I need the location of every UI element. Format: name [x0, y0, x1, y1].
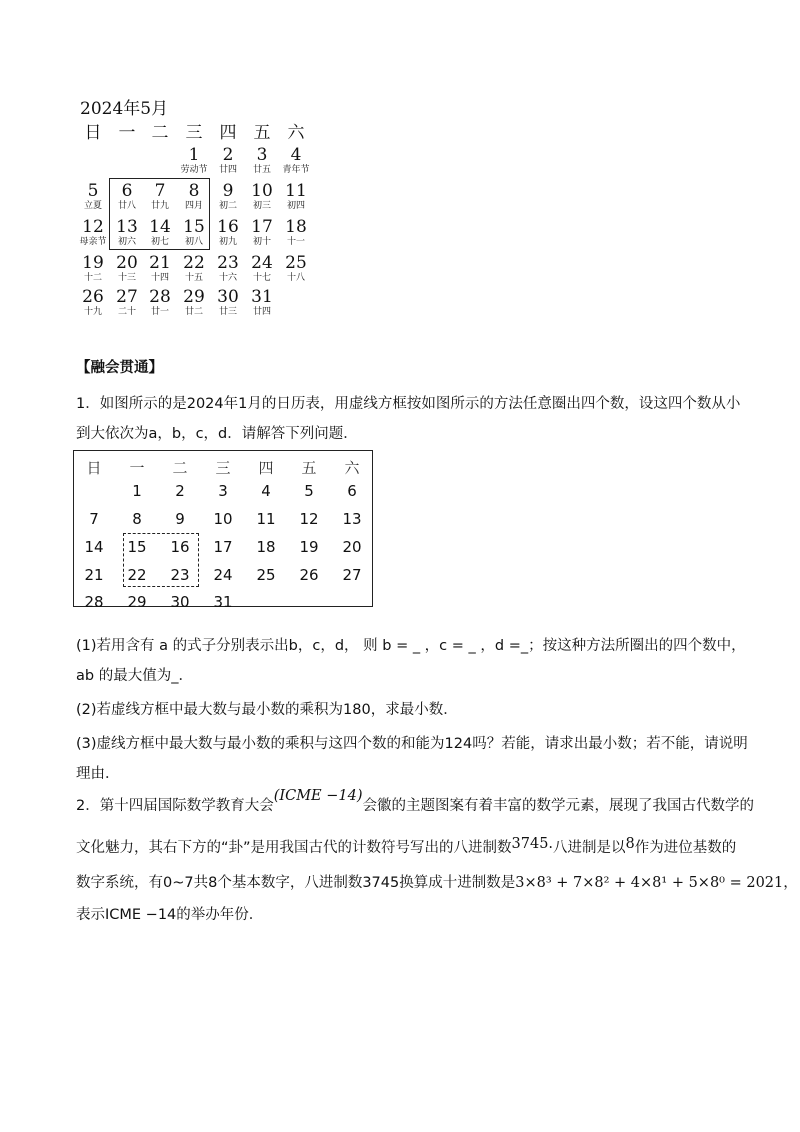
jan-calendar-day: 4: [261, 482, 271, 500]
q1-line1: 1．如图所示的是2024年1月的日历表，用虚线方框按如图所示的方法任意圈出四个数，设这四个数从小: [76, 396, 741, 412]
q1-line2: 到大依次为a，b，c，d．请解答下列问题．: [76, 426, 358, 442]
jan-calendar-day: 27: [342, 566, 362, 584]
may-weekday-header: 四: [219, 123, 237, 143]
may-day-number: 2: [222, 145, 234, 165]
may-day-lunar-label: 十六: [218, 273, 237, 283]
q2-line3-a: 数字系统，有0~7共8个基本数字，八进制数3745换算成十进制数是: [76, 875, 516, 891]
may-calendar-day: [177, 254, 211, 284]
may-day-number: 15: [183, 217, 205, 237]
jan-calendar-day: 2: [175, 482, 185, 500]
q2-line1: [76, 788, 755, 816]
may-calendar-day: [245, 146, 279, 176]
q2-line3: [76, 873, 798, 893]
jan-calendar-day: 3: [218, 482, 228, 500]
q2-line2-e: 作为进位基数的: [634, 840, 737, 856]
may-calendar-day: [245, 288, 279, 318]
may-day-number: 24: [251, 253, 273, 273]
q1-part2: (2)若虚线方框中最大数与最小数的乘积为180，求最小数．: [76, 702, 458, 718]
jan-weekday-header: 二: [172, 459, 188, 477]
may-calendar-day: [211, 218, 245, 248]
may-day-lunar-label: 十一: [286, 237, 305, 247]
may-day-lunar-label: 初九: [218, 237, 237, 247]
may-day-lunar-label: 廿九: [150, 201, 169, 211]
may-calendar-day: [211, 182, 245, 212]
may-day-lunar-label: 初六: [117, 237, 136, 247]
may-weekday-header: 日: [84, 123, 102, 143]
may-day-lunar-label: 初二: [218, 201, 237, 211]
may-day-number: 29: [183, 287, 205, 307]
may-day-number: 26: [82, 287, 104, 307]
q2-octal-number: 3745.: [511, 836, 554, 852]
january-calendar-table: [73, 450, 373, 611]
may-day-lunar-label: 廿八: [117, 201, 136, 211]
may-day-lunar-label: 十七: [252, 273, 271, 283]
may-day-lunar-label: 母亲节: [79, 237, 107, 247]
may-day-lunar-label: 十二: [83, 273, 102, 283]
jan-calendar-day: 21: [84, 566, 104, 584]
jan-calendar-day: 13: [342, 510, 362, 528]
may-calendar-day: [143, 254, 177, 284]
jan-weekday-header: 四: [258, 459, 274, 477]
jan-calendar-day: 6: [347, 482, 357, 500]
jan-calendar-day: 30: [170, 593, 190, 611]
may-day-number: 10: [251, 181, 273, 201]
jan-calendar-day: 18: [256, 538, 276, 556]
jan-calendar-day: 17: [213, 538, 233, 556]
may-calendar-day: [245, 254, 279, 284]
jan-calendar-day: 29: [127, 593, 147, 611]
q2-line2-a: 文化魅力，其右下方的“卦”是用我国古代的计数符号写出的八进制数: [76, 840, 512, 856]
jan-calendar-day: 5: [304, 482, 314, 500]
q2-line2: [76, 838, 736, 858]
may-calendar-day: [76, 218, 110, 248]
may-day-lunar-label: 廿二: [184, 307, 203, 317]
may-day-number: 12: [82, 217, 104, 237]
jan-calendar-day: 23: [170, 566, 190, 584]
jan-calendar-day: 15: [127, 538, 147, 556]
may-day-number: 16: [217, 217, 239, 237]
may-day-lunar-label: 十三: [117, 273, 136, 283]
may-day-lunar-label: 初四: [286, 201, 305, 211]
may-day-number: 17: [251, 217, 273, 237]
may-calendar-day: [279, 218, 313, 248]
may-day-lunar-label: 十四: [150, 273, 169, 283]
q1-part1-a: (1)若用含有 a 的式子分别表示出b，c，d， 则: [76, 638, 378, 654]
may-day-lunar-label: 廿三: [218, 307, 237, 317]
jan-calendar-day: 25: [256, 566, 276, 584]
may-calendar-image: [76, 92, 316, 322]
may-calendar-day: [279, 146, 313, 176]
jan-calendar-day: 11: [256, 510, 276, 528]
jan-calendar-day: 19: [299, 538, 319, 556]
may-day-lunar-label: 初七: [150, 237, 169, 247]
may-day-number: 30: [217, 287, 239, 307]
may-calendar-highlight-box: [109, 178, 210, 250]
may-day-number: 28: [149, 287, 171, 307]
q2-line1-a: 2．第十四届国际数学教育大会: [76, 798, 274, 814]
may-day-number: 22: [183, 253, 205, 273]
may-calendar-day: [76, 288, 110, 318]
may-day-number: 27: [116, 287, 138, 307]
jan-calendar-day: 9: [175, 510, 185, 528]
jan-calendar-day: 28: [84, 593, 104, 611]
may-day-number: 13: [116, 217, 138, 237]
may-calendar-day: [211, 146, 245, 176]
may-day-lunar-label: 二十: [117, 307, 136, 317]
may-day-lunar-label: 廿四: [218, 165, 237, 175]
may-calendar-day: [76, 182, 110, 212]
q2-line1-c: 会徽的主题图案有着丰富的数学元素，展现了我国古代数学的: [362, 798, 755, 814]
may-calendar-day: [211, 288, 245, 318]
may-weekday-header: 五: [253, 123, 271, 143]
q1-part1-b: b = _ ，c = _ ，d =_；按这种方法所圈出的四个数中，: [382, 638, 746, 654]
may-day-lunar-label: 廿四: [252, 307, 271, 317]
may-day-number: 4: [290, 145, 302, 165]
may-day-lunar-label: 青年节: [282, 165, 310, 175]
may-day-number: 19: [82, 253, 104, 273]
may-day-lunar-label: 劳动节: [180, 165, 208, 175]
may-weekday-header: 一: [118, 123, 136, 143]
may-day-number: 25: [285, 253, 307, 273]
q2-line2-c: 八进制是以: [553, 840, 626, 856]
may-day-lunar-label: 十五: [184, 273, 203, 283]
may-calendar-title: 2024年5月: [80, 99, 169, 119]
may-weekday-header: 六: [287, 123, 305, 143]
q1-part3-line2: 理由．: [76, 766, 120, 782]
may-day-lunar-label: 十九: [83, 307, 102, 317]
may-day-number: 3: [256, 145, 268, 165]
may-day-number: 6: [121, 181, 133, 201]
may-day-number: 18: [285, 217, 307, 237]
jan-calendar-day: 16: [170, 538, 190, 556]
may-calendar-day: [279, 254, 313, 284]
q2-conversion-formula: 3×8³ + 7×8² + 4×8¹ + 5×8⁰ = 2021，: [515, 875, 798, 891]
may-day-lunar-label: 十八: [286, 273, 305, 283]
may-day-lunar-label: 廿一: [150, 307, 169, 317]
may-calendar-day: [76, 254, 110, 284]
may-weekday-header: 二: [151, 123, 169, 143]
may-calendar-day: [177, 146, 211, 176]
q1-part3-line1: (3)虚线方框中最大数与最小数的乘积与这四个数的和能为124吗？若能，请求出最小数；若不能，请说明: [76, 736, 748, 752]
may-day-lunar-label: 初八: [184, 237, 203, 247]
may-calendar-day: [245, 182, 279, 212]
jan-calendar-day: 1: [132, 482, 142, 500]
may-day-lunar-label: 初十: [252, 237, 271, 247]
may-calendar-day: [279, 182, 313, 212]
may-day-lunar-label: 立夏: [83, 201, 102, 211]
jan-calendar-day: 10: [213, 510, 233, 528]
may-calendar-day: [211, 254, 245, 284]
may-day-number: 20: [116, 253, 138, 273]
may-calendar-day: [143, 288, 177, 318]
may-day-lunar-label: 初三: [252, 201, 271, 211]
may-day-number: 23: [217, 253, 239, 273]
may-day-lunar-label: 廿五: [252, 165, 271, 175]
may-day-number: 1: [188, 145, 200, 165]
may-day-number: 8: [188, 181, 200, 201]
q2-base-8: 8: [625, 836, 635, 852]
jan-calendar-day: 26: [299, 566, 319, 584]
january-dashed-box: [123, 533, 199, 587]
may-calendar-day: [245, 218, 279, 248]
may-day-number: 7: [154, 181, 166, 201]
q2-icme-expr: (ICME −14): [273, 788, 363, 804]
jan-weekday-header: 五: [301, 459, 317, 477]
may-calendar-day: [110, 254, 144, 284]
jan-weekday-header: 日: [86, 459, 102, 477]
may-day-number: 21: [149, 253, 171, 273]
may-day-number: 9: [222, 181, 234, 201]
jan-weekday-header: 一: [129, 459, 145, 477]
section-heading: 【融会贯通】: [76, 360, 163, 376]
jan-calendar-day: 31: [213, 593, 233, 611]
jan-weekday-header: 六: [344, 459, 360, 477]
may-day-lunar-label: 四月: [184, 201, 203, 211]
may-weekday-header: 三: [185, 123, 203, 143]
may-day-number: 11: [285, 181, 307, 201]
jan-weekday-header: 三: [215, 459, 231, 477]
jan-calendar-day: 7: [89, 510, 99, 528]
may-day-number: 5: [87, 181, 99, 201]
jan-calendar-day: 14: [84, 538, 104, 556]
jan-calendar-day: 24: [213, 566, 233, 584]
jan-calendar-day: 22: [127, 566, 147, 584]
may-day-number: 31: [251, 287, 273, 307]
may-day-number: 14: [149, 217, 171, 237]
q1-part1-line1: [76, 636, 746, 656]
q1-part1-c: ab 的最大值为_．: [76, 668, 193, 684]
may-calendar-day: [110, 288, 144, 318]
jan-calendar-day: 12: [299, 510, 319, 528]
q2-line4: 表示ICME −14的举办年份．: [76, 907, 264, 923]
jan-calendar-day: 8: [132, 510, 142, 528]
may-calendar-day: [177, 288, 211, 318]
jan-calendar-day: 20: [342, 538, 362, 556]
